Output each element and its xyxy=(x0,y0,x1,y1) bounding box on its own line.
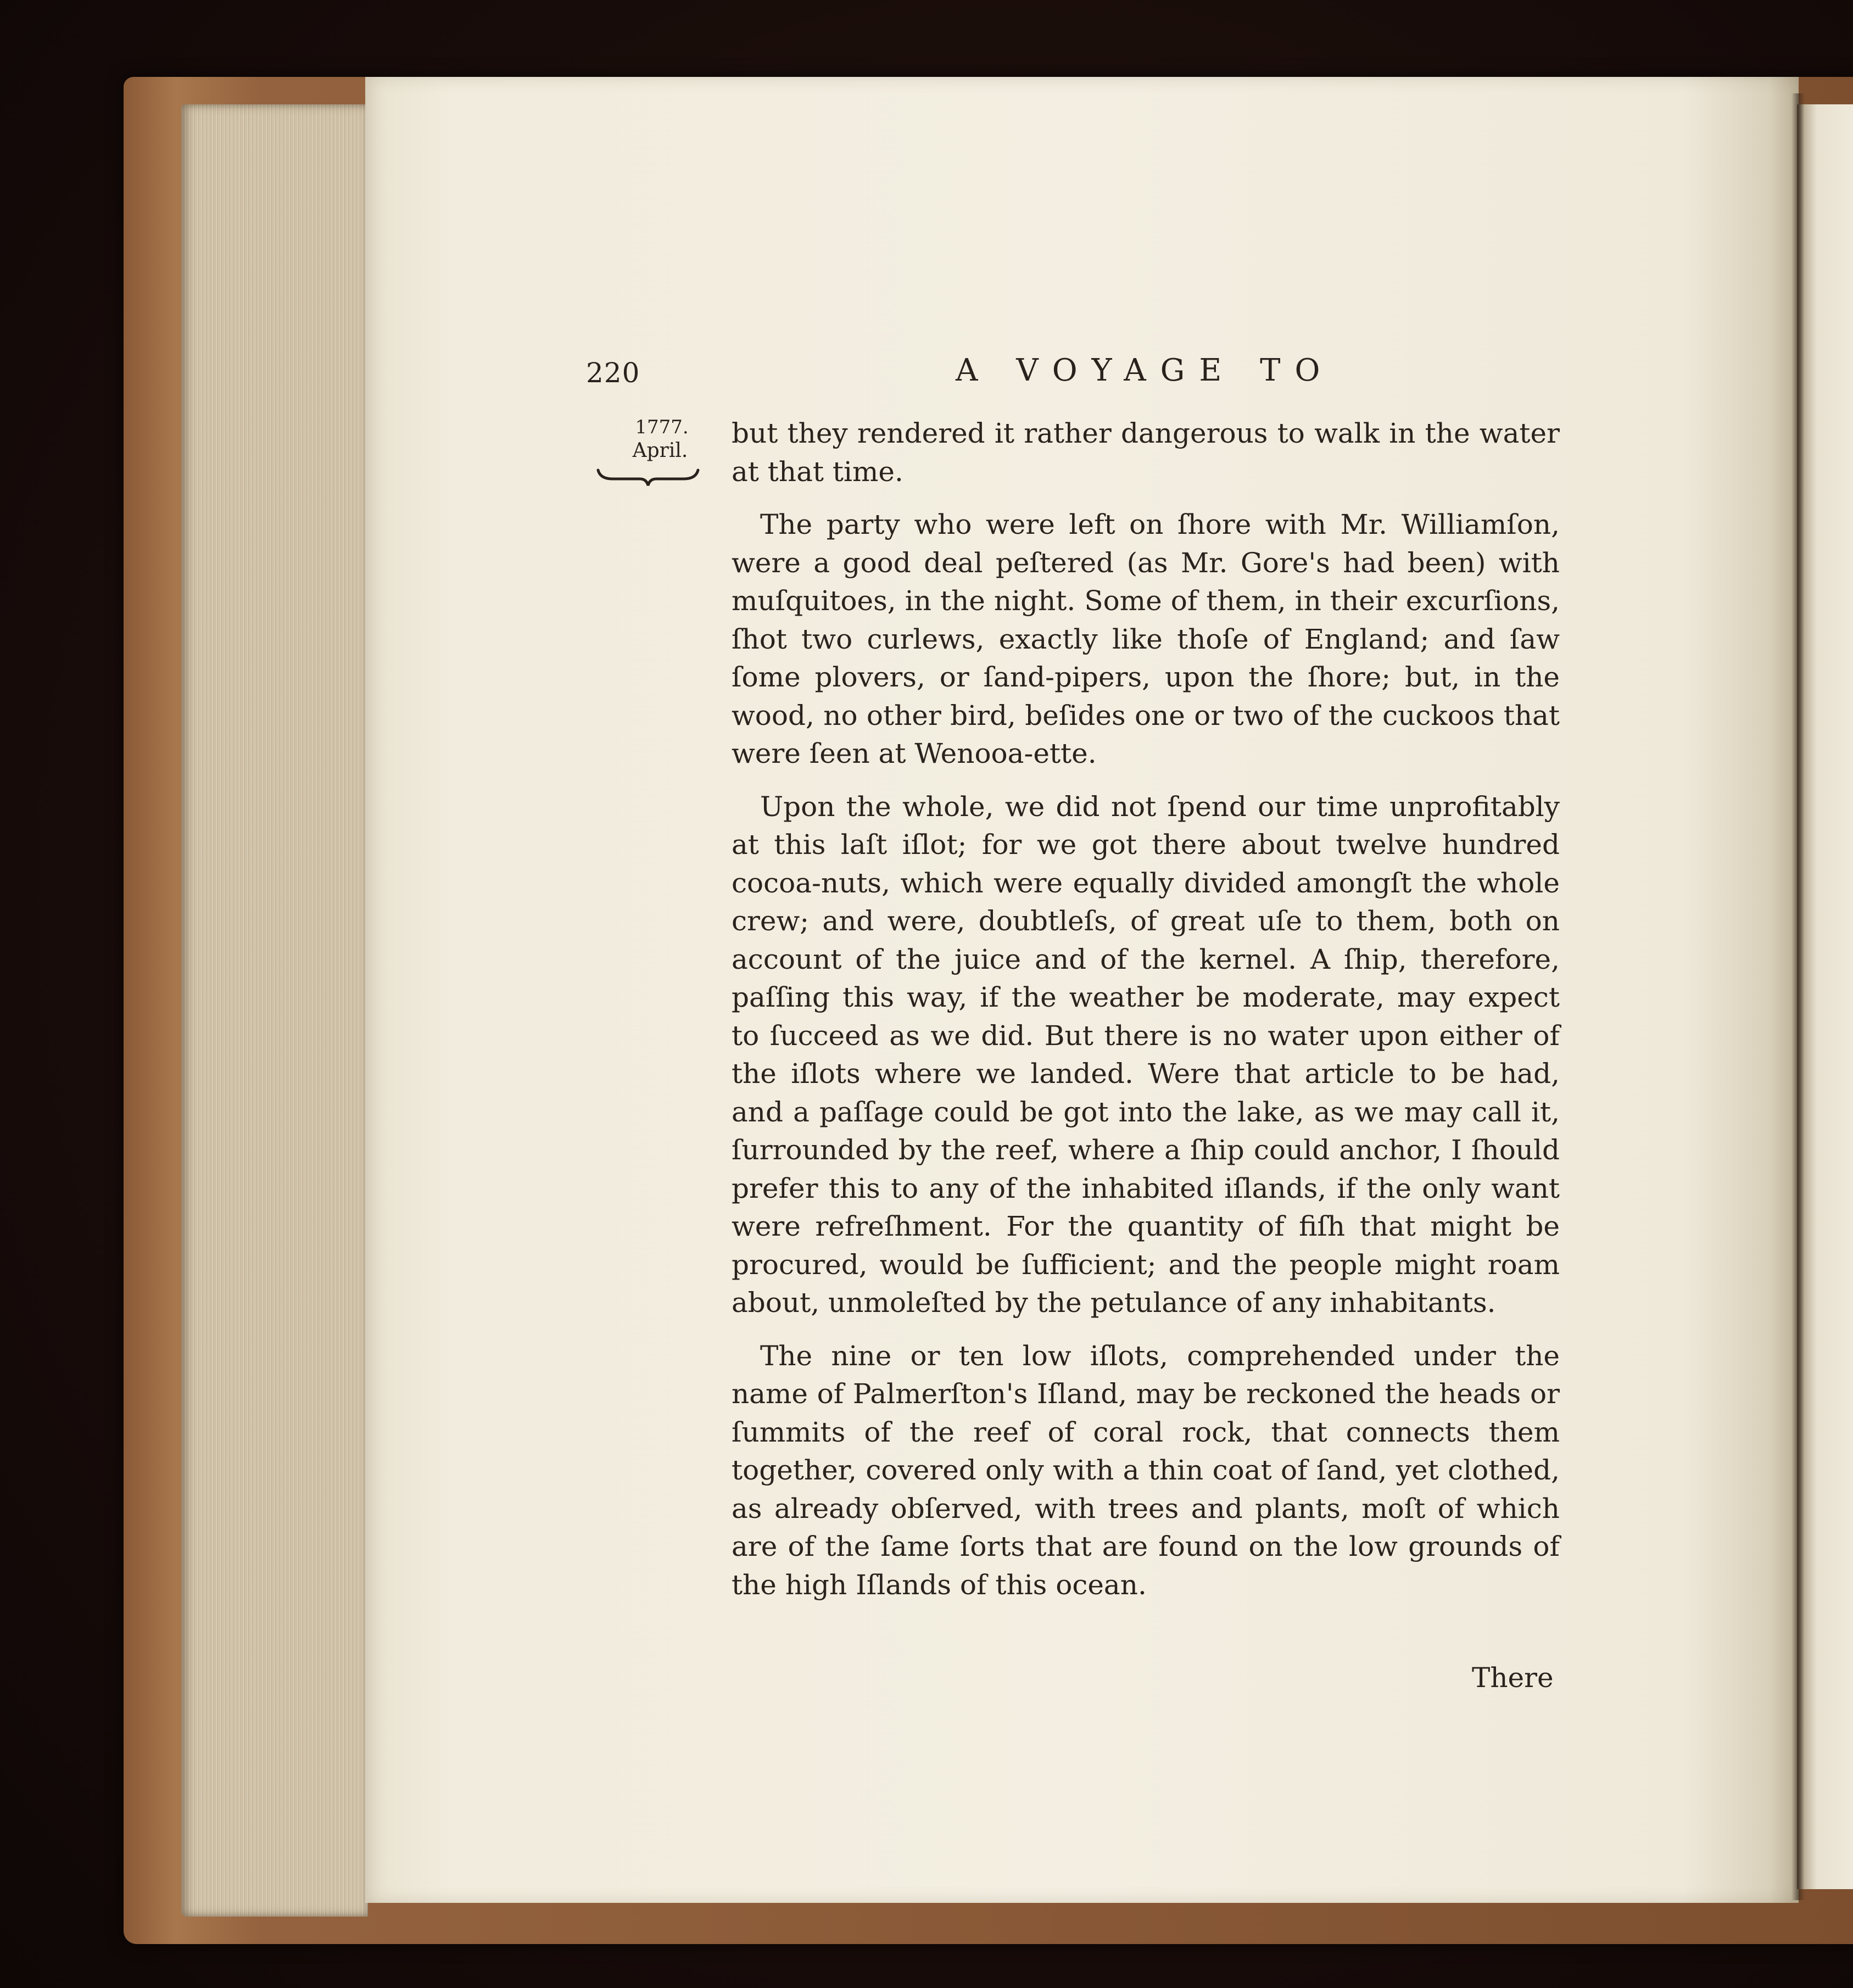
paragraph-4: The nine or ten low iſlots, comprehended under the name of Palmerſton's Iſland, may be reckoned the heads or ſummits of the reef of coral rock, that connects them together, covered only with a thin coat of ſand, yet clothed, as already obſerved, with trees and plants, moſt of which are of the ſame ſorts that are found on the low grounds of the high Iſlands of this ocean. xyxy=(732,1339,1560,1601)
paragraph-3: Upon the whole, we did not ſpend our time unprofitably at this laſt iſlot; for we got there about twelve hundred cocoa-nuts, which were equally divided amongſt the whole crew; and were, doubtleſs, of great uſe to them, both on account of the juice and of the kernel. A ſhip, therefore, paſſing this way, if the weather be moderate, may expect to ſucceed as we did. But there is no water upon either of the iſlots where we landed. Were that article to be had, and a paſſage could be got into the lake, as we may call it, ſurrounded by the reef, where a ſhip could anchor, I ſhould prefer this to any of the inhabited iſlands, if the only want were refreſhment. For the quantity of fiſh that might be procured, would be ſufficient; and the people might roam about, unmoleſted by the petulance of any inhabitants. xyxy=(732,790,1560,1319)
brace-icon xyxy=(596,466,700,488)
page-number: 220 xyxy=(586,357,640,389)
paragraph-1: but they rendered it rather dangerous to walk in the water at that time. xyxy=(732,417,1560,488)
running-head: A VOYAGE TO xyxy=(956,353,1335,388)
gutter-shadow xyxy=(1791,93,1805,1900)
facing-page xyxy=(1797,104,1853,1889)
sidenote-month: April. xyxy=(632,439,688,462)
sidenote-year: 1777. xyxy=(635,416,689,438)
catchword: There xyxy=(1472,1662,1554,1694)
paragraph-2: The party who were left on ſhore with Mr. Williamſon, were a good deal peſtered (as Mr. Gore's had been) with muſquitoes, in the night. Some of them, in their excurſions, ſhot two curlews, exactly like thoſe of England; and ſaw ſome plovers, or ſand-pipers, upon the ſhore; but, in the wood, no other bird, beſides one or two of the cuckoos that were ſeen at Wenooa-ette. xyxy=(732,509,1560,769)
body-text xyxy=(732,415,1560,1604)
page-edges xyxy=(181,104,368,1917)
